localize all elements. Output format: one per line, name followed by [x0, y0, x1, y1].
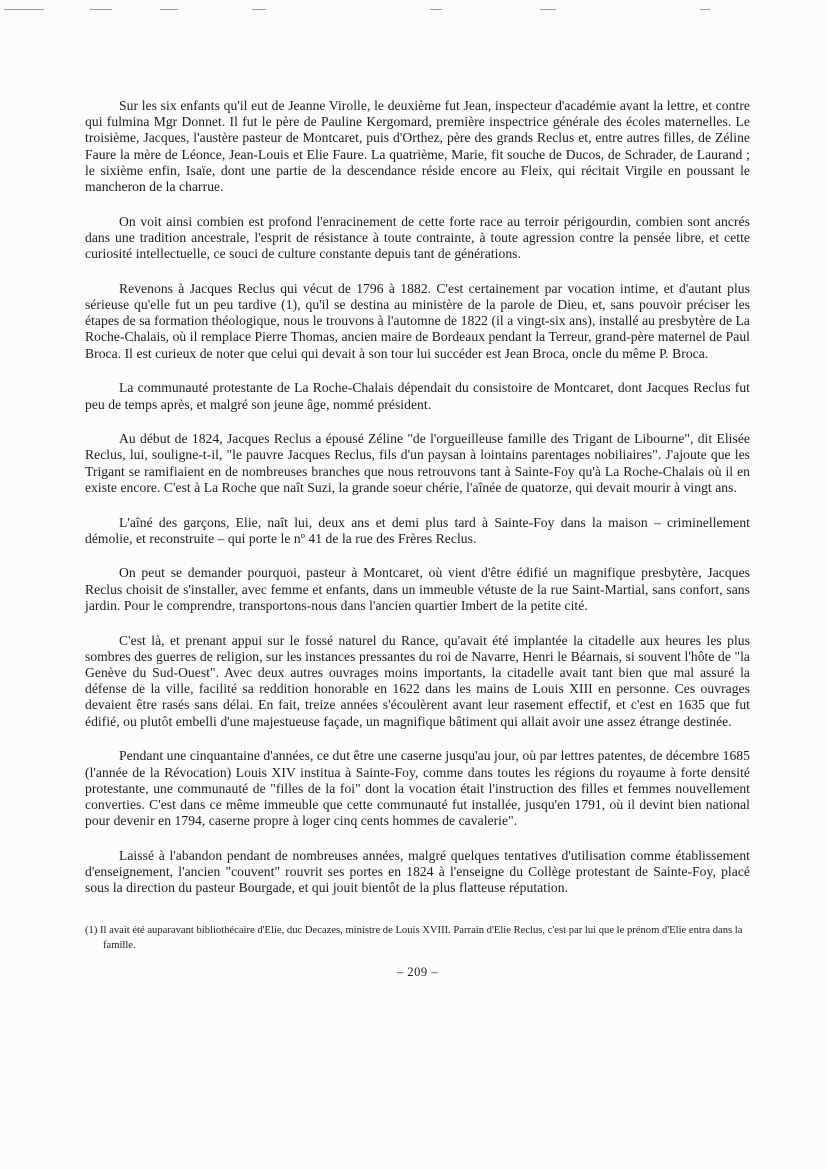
footnote: (1) Il avait été auparavant bibliothécaire d'Elie, duc Decazes, ministre de Louis XVIII. Parrain d'Elie Reclus, c'est par lui que le prénom d'Elie entra dans la famille. [85, 925, 743, 952]
paragraph-7: On peut se demander pourquoi, pasteur à Montcaret, où vient d'être édifié un magnifique presbytère, Jacques Reclus choisit de s'installer, avec femme et enfants, dans un immeuble vétuste de la rue Saint-Martial, sans confort, sans jardin. Pour le comprendre, transportons-nous dans l'ancien quartier Imbert de la petite cité. [85, 565, 750, 613]
paragraph-4: La communauté protestante de La Roche-Chalais dépendait du consistoire de Montcaret, dont Jacques Reclus fut peu de temps après, et malgré son jeune âge, nommé président. [85, 380, 750, 412]
paragraph-1: Sur les six enfants qu'il eut de Jeanne Virolle, le deuxième fut Jean, inspecteur d'académie avant la lettre, et contre qui fulmina Mgr Donnet. Il fut le père de Pauline Kergomard, première inspectrice générale des écoles maternelles. Le troisième, Jacques, l'austère pasteur de Montcaret, puis d'Orthez, père des grands Reclus et, entre autres filles, de Zéline Faure la mère de Léonce, Jean-Louis et Elie Faure. La quatrième, Marie, fit souche de Ducos, de Schrader, de Laurand ; le sixième enfin, Isaïe, dont une partie de la descendance réside encore au Fleix, qui récitait Virgile en poussant le mancheron de la charrue. [85, 98, 750, 195]
document-page [85, 98, 750, 980]
paragraph-9: Pendant une cinquantaine d'années, ce dut être une caserne jusqu'au jour, où par lettres patentes, de décembre 1685 (l'année de la Révocation) Louis XIV institua à Sainte-Foy, comme dans toutes les régions du royaume à forte densité protestante, une communauté de "filles de la foi" dont la vocation était l'instruction des filles et femmes nouvellement converties. C'est dans ce même immeuble que cette communauté fut installée, jusqu'en 1791, où il devint bien national pour devenir en 1794, caserne propre à loger cinq cents hommes de cavalerie". [85, 748, 750, 829]
paragraph-2: On voit ainsi combien est profond l'enracinement de cette forte race au terroir périgourdin, combien sont ancrés dans une tradition ancestrale, l'esprit de résistance à toute contrainte, à toute agression contre la pensée libre, et cette curiosité intellectuelle, ce souci de culture constante depuis tant de générations. [85, 213, 750, 262]
paragraph-5: Au début de 1824, Jacques Reclus a épousé Zéline "de l'orgueilleuse famille des Trigant de Libourne", dit Elisée Reclus, lui, souligne-t-il, "le pauvre Jacques Reclus, fils d'un paysan à lointains parentages nobiliaires". J'ajoute que les Trigant se ramifiaient en de nombreuses branches que nous retrouvons tant à Sainte-Foy qu'à La Roche-Chalais où il en existe encore. C'est à La Roche que naît Suzi, la grande soeur chérie, l'aînée de quatorze, qui devait mourir à vingt ans. [85, 431, 750, 495]
paragraph-10: Laissé à l'abandon pendant de nombreuses années, malgré quelques tentatives d'utilisation comme établissement d'enseignement, l'ancien "couvent" rouvrit ses portes en 1824 à l'enseigne du Collège protestant de Sainte-Foy, placé sous la direction du pasteur Bourgade, et qui jouit bientôt de la plus flatteuse réputation. [85, 847, 750, 896]
scan-edge-marks [0, 9, 826, 15]
page-number: – 209 – [397, 965, 438, 980]
paragraph-6: L'aîné des garçons, Elie, naît lui, deux ans et demi plus tard à Sainte-Foy dans la maison – criminellement démolie, et reconstruite – qui porte le nº 41 de la rue des Frères Reclus. [85, 514, 750, 546]
paragraph-3: Revenons à Jacques Reclus qui vécut de 1796 à 1882. C'est certainement par vocation intime, et d'autant plus sérieuse qu'elle fut un peu tardive (1), qu'il se destina au ministère de la parole de Dieu, et, sans pouvoir préciser les étapes de sa formation théologique, nous le trouvons à l'automne de 1822 (il a vingt-six ans), installé au presbytère de La Roche-Chalais, où il remplace Pierre Thomas, ancien maire de Bordeaux pendant la Terreur, grand-père maternel de Paul Broca. Il est curieux de noter que celui qui devait à son tour lui succéder est Jean Broca, oncle du même P. Broca. [85, 280, 750, 361]
paragraph-8: C'est là, et prenant appui sur le fossé naturel du Rance, qu'avait été implantée la citadelle aux heures les plus sombres des guerres de religion, sur les instances pressantes du roi de Navarre, Henri le Béarnais, si souvent l'hôte de "la Genève du Sud-Ouest". Avec deux autres ouvrages moins importants, la citadelle avait tant bien que mal assuré la défense de la ville, facilité sa reddition honorable en 1622 dans les mains de Louis XIII en personne. Ces ouvrages devaient être rasés sans délai. En fait, treize années s'écoulèrent avant leur rasement effectif, et c'est en 1635 que fut édifié, ou plutôt embelli d'une majestueuse façade, un magnifique bâtiment qui allait avoir une assez étrange destinée. [85, 632, 750, 729]
